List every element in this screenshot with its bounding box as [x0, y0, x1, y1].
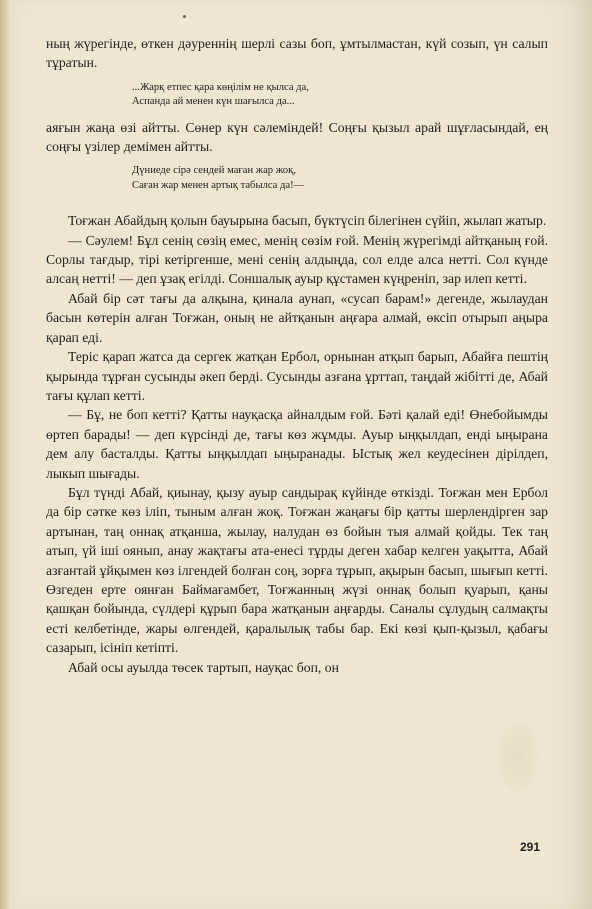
page-number: 291: [520, 840, 541, 854]
body-text: [46, 34, 548, 677]
paragraph: — Бұ, не боп кетті? Қатты науқасқа айналдым ғой. Бәті қалай еді! Өнебойымды өртеп барады! — деп күрсінді де, тағы көз жұмды. Ауыр ыңқылдап, енді ыңырана дем алу басталды. Қатты ыңқылдап ыңыранады. Ыстық жел кеудесінен дірілдеп, лыкып шығады.: [46, 407, 548, 481]
paragraph: Абай осы ауылда төсек тартып, науқас боп, он: [68, 659, 339, 675]
paragraph: Тоғжан Абайдың қолын бауырына басып, бүктүсіп білегінен сүйіп, жылап жатыр.: [68, 213, 547, 229]
verse-line: Дүниеде сірә сендей маған жар жоқ,: [132, 165, 296, 177]
verse-line: Саған жар менен артық табылса да!—: [132, 179, 305, 191]
speck: [183, 15, 186, 18]
verse-block: [132, 164, 548, 193]
paper-stain: [498, 722, 538, 792]
paragraph: Абай бір сәт тағы да алқына, қиналa аунап, «сусап барам!» дегенде, жылаудан басын көтерін алған Тоғжан, оның не айтқанын аңғара алмай, өксіп отырып аңыра қарап еді.: [46, 290, 548, 345]
paragraph: аяғын жаңа өзі айтты. Сөнер күн сәлеміндей! Соңғы қызыл арай шұғласындай, ең соңғы үзілер демімен айтты.: [46, 119, 548, 155]
verse-block: [132, 81, 548, 110]
page-edge: [0, 0, 12, 909]
paragraph: Бұл түнді Абай, қиынау, қызу ауыр сандырақ күйінде өткізді. Тоғжан мен Ербол да бір сәтке көз іліп, тыным алған жоқ. Тоғжан жаңағы бір қатты шерлендірген зар артынан, таң оннақ атқанша, жылау, налудан өз бойын тыя алмай қойды. Тек таң атып, үй іші оянып, анау жақтағы ата-енесі тұрды деген хабар келген уақытта, Абай азғантай ұйқымен көз ілгендей болған соң, зорға тұрып, ақырын басып, шығып кетті. Өзгеден ерте оянған Баймағамбет, Тоғжанның жүзі оннақ болып қуарып, қаны қашқан бойында, сүлдері құрып бара жатқанын аңғарды. Саналы сұлудың салмақты есті келбетінде, жары өлгендей, қаралылық табы бар. Екі көзі қып-қызыл, қабағы сазарып, ісініп кетіпті.: [46, 484, 548, 656]
verse-line: Аспанда ай менен күн шағылса да...: [132, 96, 295, 108]
paragraph: Теріс қарап жатса да сергек жатқан Ербол, орнынан атқып барып, Абайға пештің қырында тұрған сусынды әкеп берді. Сусынды азғана ұрттап, таңдай жібітті де, Абай тағы құлап кетті.: [46, 349, 548, 403]
paragraph: ның жүрегінде, өткен дәуреннің шерлі сазы боп, ұмтылмастан, күй созып, үн салып тұратын.: [46, 36, 548, 71]
verse-line: ...Жарқ етпес қара көңілім не қылса да,: [132, 81, 309, 93]
paragraph: — Сәулем! Бұл сенің сөзің емес, менің сөзім ғой. Менің жүрегімді айтқаның ғой. Сорлы тағдыр, тірі кетіргенше, мені сенің алдыңда, сол елде алса нетті. Сол күнде алсаң нетті! — деп ұзақ егілді. Соншалық ауыр құстамен күңреніп, зар илеп кетті.: [46, 232, 548, 287]
